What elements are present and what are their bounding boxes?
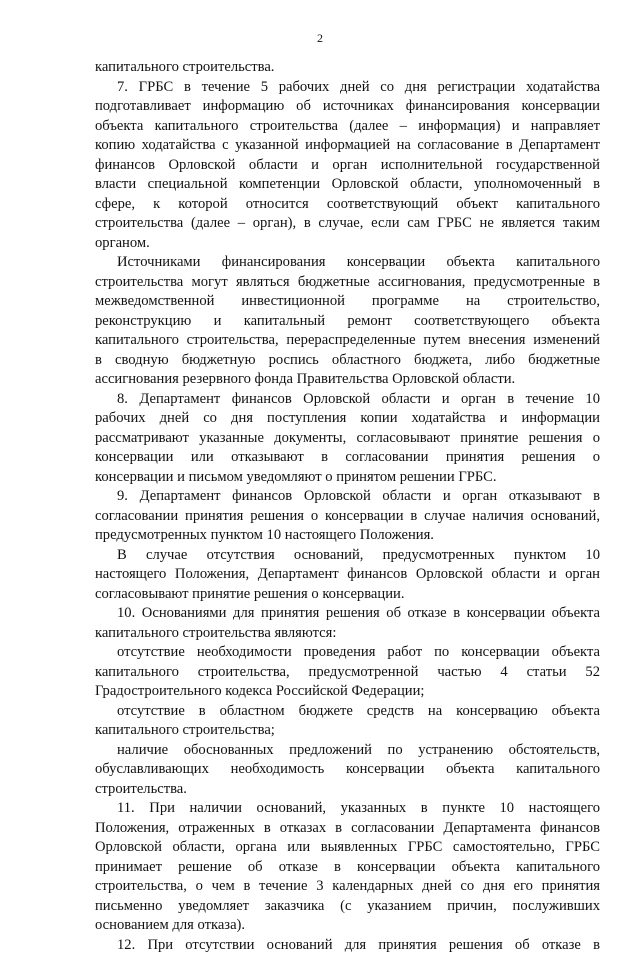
text-line: обуславливающих необходимость консервации объекта капитального (95, 760, 600, 780)
text-line: власти специальной компетенции Орловской области, уполномоченный в (95, 175, 600, 195)
text-line: 9. Департамент финансов Орловской области и орган отказывают в (95, 487, 600, 507)
text-line: письменно уведомляет заказчика (с указанием причин, послуживших (95, 897, 600, 917)
text-line: 11. При наличии оснований, указанных в пункте 10 настоящего (95, 799, 600, 819)
text-line: реконструкцию и капитальный ремонт соответствующего объекта (95, 312, 600, 332)
page-number: 2 (0, 31, 640, 45)
text-line: рассматривают указанные документы, согласовывают принятие решения о (95, 429, 600, 449)
text-line: настоящего Положения, Департамент финансов Орловской области и орган (95, 565, 600, 585)
text-line: строительства. (95, 780, 600, 800)
text-line: капитального строительства. (95, 58, 600, 78)
text-line: подготавливает информацию об источниках финансирования консервации (95, 97, 600, 117)
text-line: основанием для отказа). (95, 916, 600, 936)
text-line: Источниками финансирования консервации объекта капитального (95, 253, 600, 273)
text-line: 12. При отсутствии оснований для принятия решения об отказе в (95, 936, 600, 955)
text-line: консервации и письмом уведомляют о принятом решении ГРБС. (95, 468, 600, 488)
text-line: капитального строительства, предусмотренной частью 4 статьи 52 (95, 663, 600, 683)
text-line: органом. (95, 234, 600, 254)
text-line: 7. ГРБС в течение 5 рабочих дней со дня регистрации ходатайства (95, 78, 600, 98)
text-line: ассигнования резервного фонда Правительства Орловской области. (95, 370, 600, 390)
text-line: в сводную бюджетную роспись областного бюджета, либо бюджетные (95, 351, 600, 371)
text-line: Градостроительного кодекса Российской Федерации; (95, 682, 600, 702)
text-line: отсутствие необходимости проведения работ по консервации объекта (95, 643, 600, 663)
text-line: копию ходатайства с указанной информацией на согласование в Департамент (95, 136, 600, 156)
text-line: В случае отсутствия оснований, предусмотренных пунктом 10 (95, 546, 600, 566)
text-line: строительства могут являться бюджетные ассигнования, предусмотренные в (95, 273, 600, 293)
text-line: капитального строительства; (95, 721, 600, 741)
text-line: согласовывают принятие решения о консервации. (95, 585, 600, 605)
text-line: 8. Департамент финансов Орловской области и орган в течение 10 (95, 390, 600, 410)
text-line: межведомственной инвестиционной программе на строительство, (95, 292, 600, 312)
text-line: отсутствие в областном бюджете средств на консервацию объекта (95, 702, 600, 722)
text-line: Положения, отраженных в отказах в согласовании Департамента финансов (95, 819, 600, 839)
text-line: капитального строительства являются: (95, 624, 600, 644)
text-line: предусмотренных пунктом 10 настоящего Положения. (95, 526, 600, 546)
text-line: капитального строительства, перераспределенные путем внесения изменений (95, 331, 600, 351)
text-line: 10. Основаниями для принятия решения об отказе в консервации объекта (95, 604, 600, 624)
text-line: рабочих дней со дня поступления копии ходатайства и информации (95, 409, 600, 429)
text-line: сфере, к которой относится соответствующий объект капитального (95, 195, 600, 215)
document-body (95, 58, 600, 955)
text-line: принимает решение об отказе в консервации объекта капитального (95, 858, 600, 878)
text-line: Орловской области, органа или выявленных ГРБС самостоятельно, ГРБС (95, 838, 600, 858)
text-line: строительства, о чем в течение 3 календарных дней со дня его принятия (95, 877, 600, 897)
text-line: строительства (далее – орган), в случае, если сам ГРБС не является таким (95, 214, 600, 234)
text-line: согласовании принятия решения о консервации в случае наличия оснований, (95, 507, 600, 527)
text-line: финансов Орловской области и орган исполнительной государственной (95, 156, 600, 176)
text-line: объекта капитального строительства (далее – информация) и направляет (95, 117, 600, 137)
text-line: наличие обоснованных предложений по устранению обстоятельств, (95, 741, 600, 761)
text-line: консервации или отказывают в согласовании принятия решения о (95, 448, 600, 468)
